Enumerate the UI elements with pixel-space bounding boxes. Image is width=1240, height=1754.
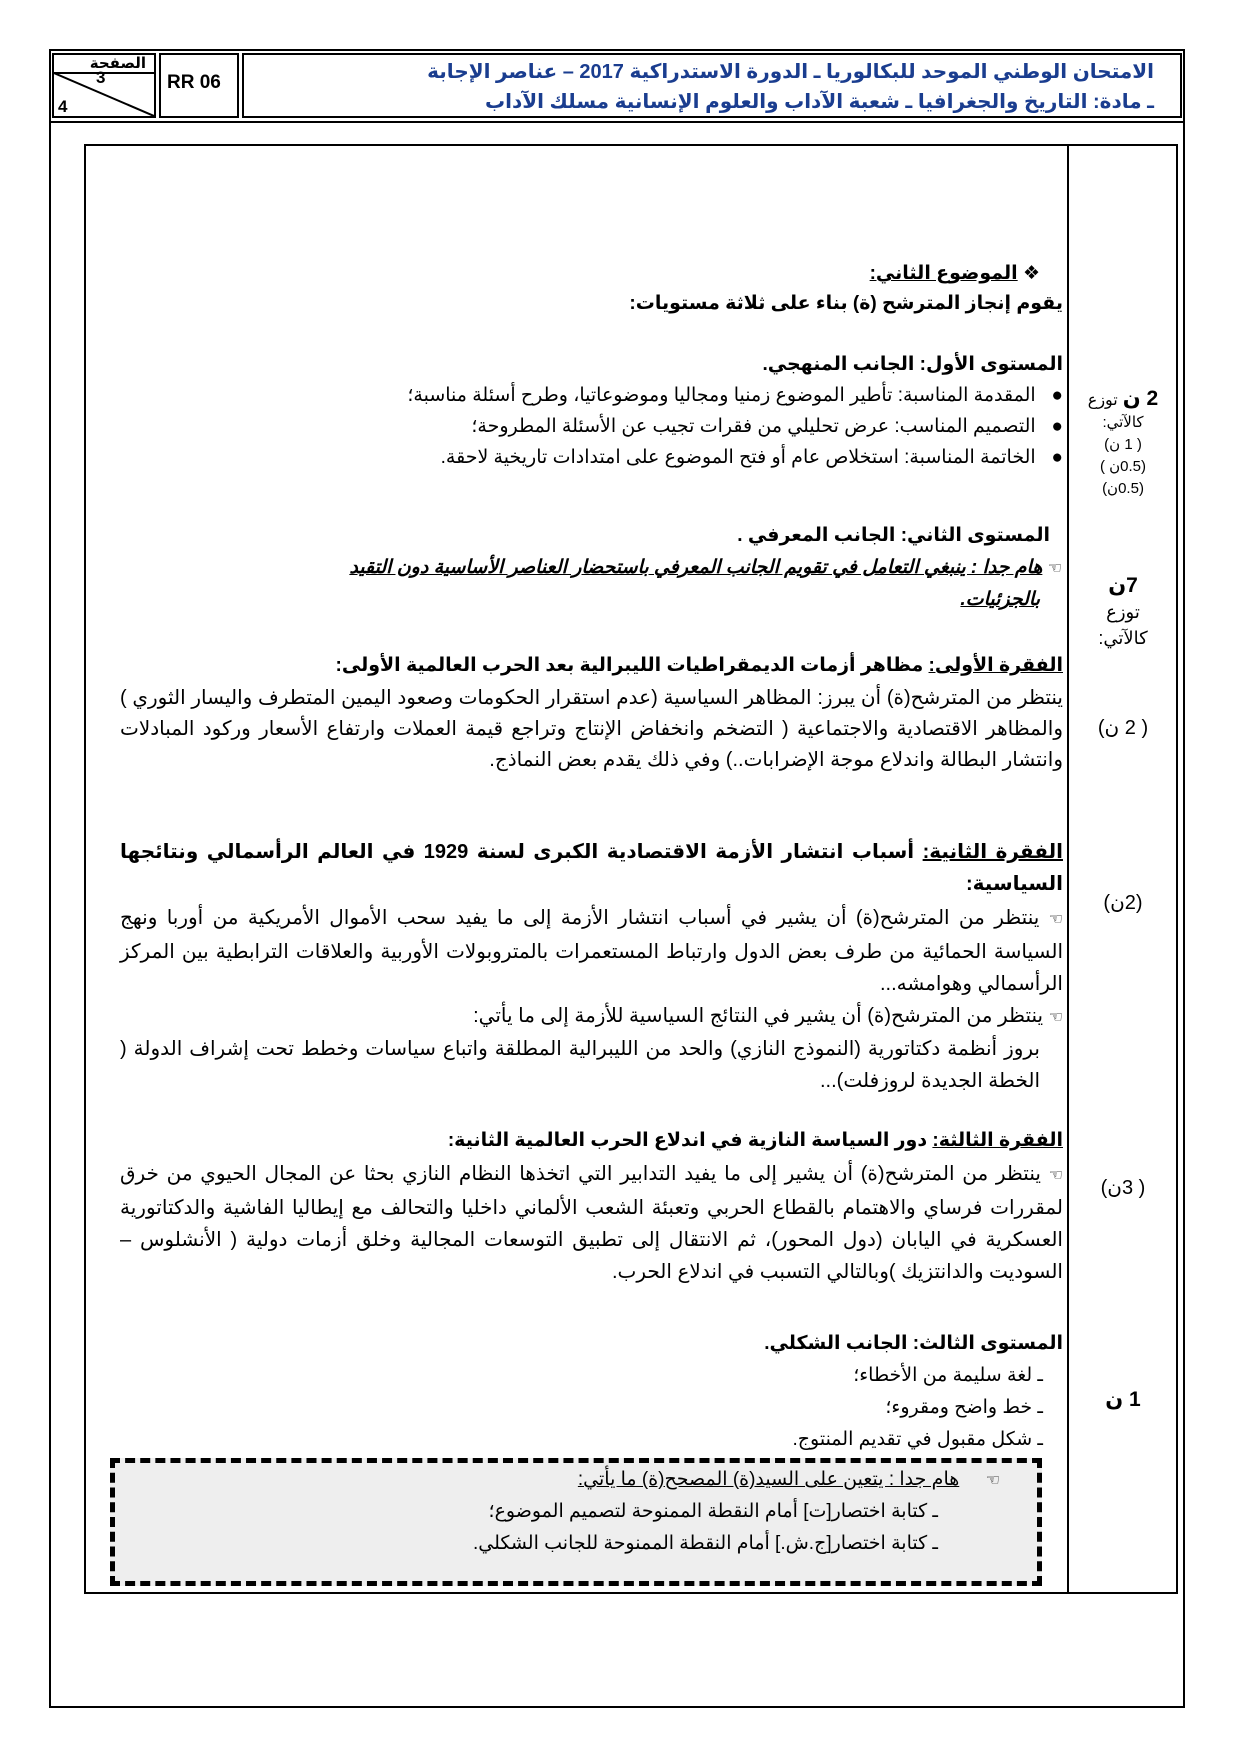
p1-score: ( 2 ن) xyxy=(1097,717,1149,739)
p1-text: ينتظر من المترشح(ة) أن يبرز: المظاهر السياسية (عدم استقرار الحكومات وصعود اليمين المتطرف واليسار الثوري ) والمظاهر الاقتصادية والاجتماعية ( التضخم وانخفاض الإنتاج وتراجع قيمة العملات وارتفاع الأسعار وركود المبادلات وانتشار البطالة واندلاع موجة الإضرابات..) وفي ذلك يقدم بعض النماذج. xyxy=(120,687,1063,771)
p1-heading: الفقرة الأولى: مظاهر أزمات الديمقراطيات الليبرالية بعد الحرب العالمية الأولى: xyxy=(335,655,1063,676)
level3-item: ـ لغة سليمة من الأخطاء؛ xyxy=(853,1365,1043,1386)
subject-title: الموضوع الثاني: xyxy=(869,263,1018,284)
page-number: 3 xyxy=(96,68,106,87)
header-title-line2: ـ مادة: التاريخ والجغرافيا ـ شعبة الآداب والعلوم الإنسانية مسلك الآداب xyxy=(485,91,1154,113)
notice-line2: ـ كتابة اختصار[ج.ش.] أمام النقطة الممنوحة للجانب الشكلي. xyxy=(472,1533,938,1554)
p3-heading: الفقرة الثالثة: دور السياسة النازية في اندلاع الحرب العالمية الثانية: xyxy=(447,1130,1063,1151)
level1-item: ● المقدمة المناسبة: تأطير الموضوع زمنيا ومجاليا وموضوعاتيا، وطرح أسئلة مناسبة؛ xyxy=(407,385,1063,406)
level2-note: ☜ هام جدا : ينبغي التعامل في تقويم الجانب المعرفي باستحضار العناصر الأساسية دون التقيد xyxy=(349,557,1062,578)
header-title-line1: الامتحان الوطني الموحد للبكالوريا ـ الدورة الاستدراكية 2017 – عناصر الإجابة xyxy=(427,61,1154,83)
header-divider xyxy=(49,121,1185,123)
subject-heading xyxy=(870,258,1040,290)
level2-title: المستوى الثاني: الجانب المعرفي . xyxy=(737,525,1050,546)
pointing-hand-icon: ☜ xyxy=(1048,1009,1063,1026)
bullet-icon: ● xyxy=(1035,416,1063,437)
level3-title: المستوى الثالث: الجانب الشكلي. xyxy=(764,1333,1063,1354)
exam-code-box xyxy=(159,53,239,118)
level2-score: 7ن توزع كالآتي: xyxy=(1098,574,1148,648)
p2-text2: ☜ ينتظر من المترشح(ة) أن يشير في النتائج السياسية للأزمة إلى ما يأتي: xyxy=(473,1005,1063,1027)
level1-score: 2 ن توزع كالآتي: ( 1 ن) (0.5ن ) (0.5ن) xyxy=(1087,387,1159,497)
level2-note-cont: بالجزئيات. xyxy=(960,589,1040,610)
score-column-divider xyxy=(1067,144,1069,1594)
page-label: الصفحة xyxy=(89,55,146,72)
level3-score: 1 ن xyxy=(1105,1388,1141,1411)
diamond-bullet-icon: ❖ xyxy=(1022,263,1040,284)
level3-item: ـ شكل مقبول في تقديم المنتوج. xyxy=(792,1429,1043,1450)
p2-text1: ☜ ينتظر من المترشح(ة) أن يشير في أسباب انتشار الأزمة إلى ما يفيد سحب الأموال الأمريكية من أوربا ونهج السياسة الحمائية من طرف بعض الدول وارتباط المستعمرات بالمتروبولات الأوربية والعلاقات الترابطية بين المركز الرأسمالي وهوامشه... xyxy=(120,907,1063,995)
pointing-hand-icon: ☜ xyxy=(1048,911,1063,928)
p3-text: ☜ ينتظر من المترشح(ة) أن يشير إلى ما يفيد التدابير التي اتخذها النظام النازي بحثا عن المجال الحيوي من خرق لمقررات فرساي والاهتمام بالقطاع الحربي وتعبئة الشعب الألماني داخليا والتحالف مع إيطاليا الفاشية والدكتاتورية العسكرية في اليابان (دول المحور)، ثم الانتقال إلى تطبيق التوسعات المجالية وخلق أزمات دولية ( الأنشلوس – السوديت والدانتزيك )وبالتالي التسبب في اندلاع الحرب. xyxy=(120,1163,1063,1283)
p3-score: ( 3ن) xyxy=(1100,1177,1146,1199)
p2-text3: بروز أنظمة دكتاتورية (النموذج النازي) والحد من الليبرالية المطلقة واتباع سياسات وخطط تحت إشراف الدولة ( الخطة الجديدة لروزفلت)... xyxy=(120,1038,1040,1092)
bullet-icon: ● xyxy=(1035,385,1063,406)
pointing-hand-icon: ☜ xyxy=(1048,1167,1063,1184)
p2-score: (2ن) xyxy=(1103,892,1143,914)
pointing-hand-icon: ☜ xyxy=(985,1472,1000,1489)
notice-title: ☜ هام جدا : يتعين على السيد(ة) المصحح(ة) ما يأتي: xyxy=(577,1469,1000,1490)
level1-item: ● الخاتمة المناسبة: استخلاص عام أو فتح الموضوع على امتدادات تاريخية لاحقة. xyxy=(440,447,1063,468)
notice-line1: ـ كتابة اختصار[ت] أمام النقطة الممنوحة لتصميم الموضوع؛ xyxy=(488,1501,938,1522)
level3-item: ـ خط واضح ومقروء؛ xyxy=(885,1397,1043,1418)
exam-code: RR 06 xyxy=(167,72,221,93)
header-title-box xyxy=(242,53,1182,118)
p2-heading: الفقرة الثانية: أسباب انتشار الأزمة الاقتصادية الكبرى لسنة 1929 في العالم الرأسمالي ونتائجها السياسية: xyxy=(120,841,1063,895)
bullet-icon: ● xyxy=(1035,447,1063,468)
subject-intro: يقوم إنجاز المترشح (ة) بناء على ثلاثة مستويات: xyxy=(629,293,1063,314)
level1-title: المستوى الأول: الجانب المنهجي. xyxy=(762,354,1063,375)
page-number-box xyxy=(52,53,156,118)
pointing-hand-icon: ☜ xyxy=(1047,560,1062,577)
level1-item: ● التصميم المناسب: عرض تحليلي من فقرات تجيب عن الأسئلة المطروحة؛ xyxy=(471,416,1063,437)
page-total: 4 xyxy=(58,97,68,116)
